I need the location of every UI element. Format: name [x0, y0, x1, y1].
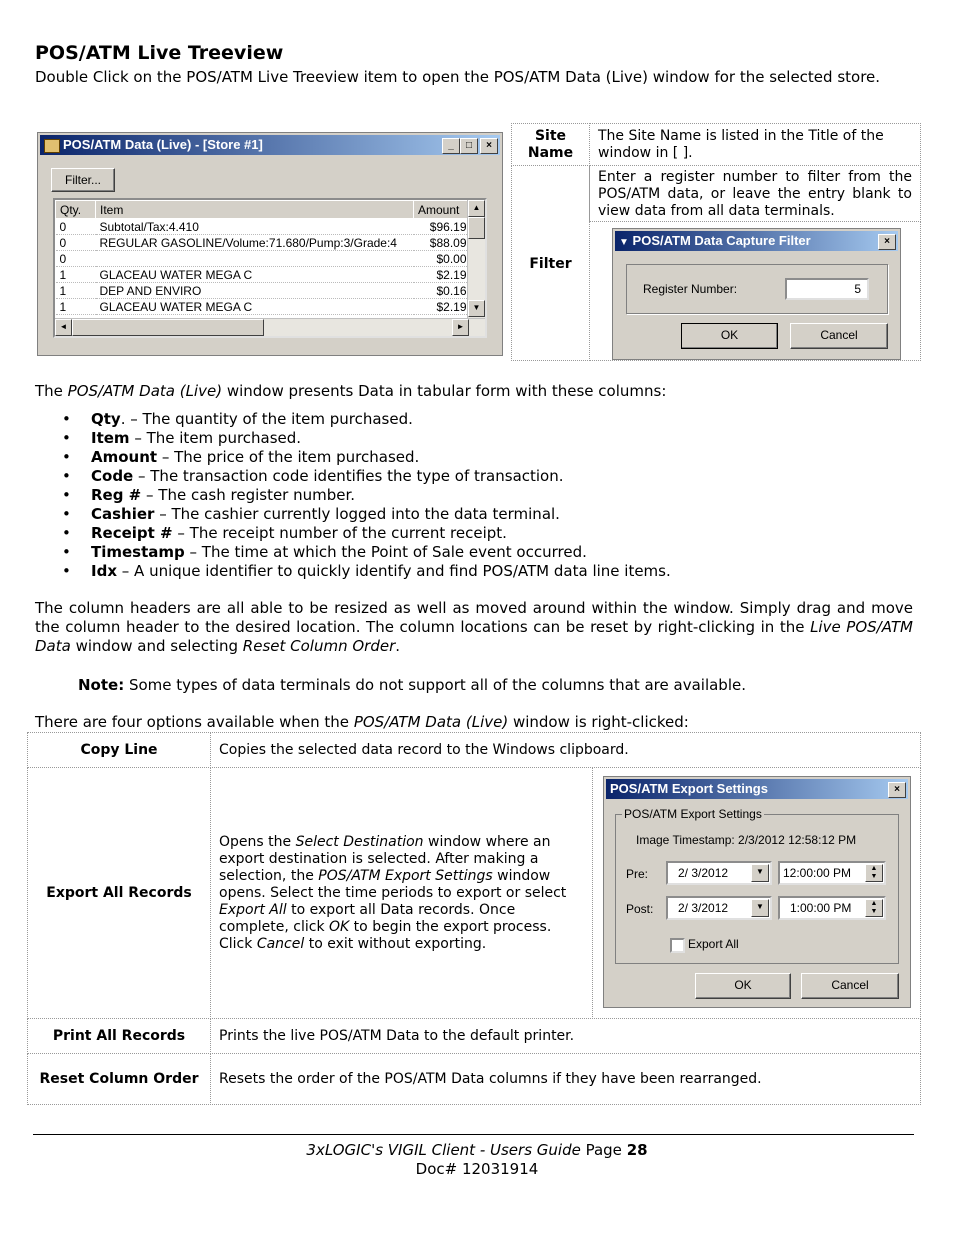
copy-line-label: Copy Line: [80, 742, 158, 758]
resize-text-3: .: [395, 637, 401, 655]
export-desc-3: window opens. Select the time periods to export or select: [219, 868, 567, 901]
list-item: [62, 448, 671, 467]
column-term: Cashier: [91, 505, 155, 523]
column-description: – The item purchased.: [129, 429, 302, 447]
post-time-picker[interactable]: [778, 896, 886, 920]
qty-cell: 0: [56, 235, 96, 251]
bullet-icon: •: [62, 505, 71, 523]
post-date-value: 2/ 3/2012: [678, 901, 729, 915]
qty-cell: 1: [56, 299, 96, 315]
amount-cell: $96.19: [414, 219, 471, 235]
qty-cell: 1: [56, 283, 96, 299]
list-item: [62, 467, 671, 486]
bullet-icon: •: [62, 467, 71, 485]
ok-button[interactable]: OK: [695, 973, 791, 999]
bullet-icon: •: [62, 429, 71, 447]
column-header-item[interactable]: Item: [96, 201, 414, 219]
filter-dialog-titlebar: [615, 231, 898, 251]
copy-line-label-cell: [27, 732, 211, 768]
export-settings-dialog: [603, 776, 911, 1008]
list-item: [62, 524, 671, 543]
qty-cell: 0: [56, 219, 96, 235]
column-description: . – The quantity of the item purchased.: [120, 410, 413, 428]
column-term: Code: [91, 467, 134, 485]
options-intro-window: POS/ATM Data (Live): [353, 713, 509, 731]
print-all-records-description: Prints the live POS/ATM Data to the default printer.: [219, 1028, 575, 1044]
pre-time-value: 12:00:00 PM: [783, 866, 852, 880]
table-row[interactable]: [56, 219, 471, 235]
filter-dialog-title: POS/ATM Data Capture Filter: [632, 233, 811, 248]
column-term: Receipt #: [91, 524, 173, 542]
table-row[interactable]: [56, 283, 471, 299]
amount-cell: $2.19: [414, 267, 471, 283]
column-term: Reg #: [91, 486, 142, 504]
amount-cell: $0.16: [414, 283, 471, 299]
export-all-label: Export All: [688, 937, 739, 951]
export-desc-5: to begin the export process. Click: [219, 919, 552, 952]
export-desc-cell: [210, 767, 593, 1019]
export-label-cell: [27, 767, 211, 1019]
window-titlebar: [40, 135, 500, 155]
copy-line-desc-cell: [210, 732, 921, 768]
post-time-value: 1:00:00 PM: [790, 901, 852, 915]
intro-paragraph: Double Click on the POS/ATM Live Treeview item to open the POS/ATM Data (Live) window for the selected store.: [35, 68, 881, 86]
resize-text-window: Live POS/ATM Data: [35, 618, 913, 655]
table-row[interactable]: [56, 267, 471, 283]
column-term: Timestamp: [91, 543, 185, 561]
site-name-label-cell: [511, 123, 590, 166]
print-desc-cell: [210, 1018, 921, 1054]
note-label: Note:: [78, 676, 125, 694]
filter-description: Enter a register number to filter from the POS/ATM data, or leave the entry blank to view data from all data terminals.: [598, 169, 912, 219]
column-term: Amount: [91, 448, 158, 466]
chevron-down-icon[interactable]: ▼: [751, 864, 769, 882]
vertical-scrollbar[interactable]: [467, 200, 485, 318]
columns-intro: [35, 382, 666, 400]
pre-date-value: 2/ 3/2012: [678, 866, 729, 880]
resize-text-2: window and selecting: [70, 637, 243, 655]
table-row[interactable]: [56, 235, 471, 251]
export-desc-1: Opens the: [219, 834, 296, 850]
ok-button[interactable]: OK: [681, 323, 778, 349]
scroll-right-icon[interactable]: ►: [452, 319, 469, 336]
resize-text-1: The column headers are all able to be resized as well as moved around within the window. Simply drag and move the column header to the desired location. The column locations can be reset by right-clicking in the: [35, 599, 913, 636]
amount-cell: $2.19: [414, 299, 471, 315]
reset-label-cell: [27, 1053, 211, 1105]
export-desc-2: window where an export destination is selected. After making a selection, the: [219, 834, 551, 884]
column-term: Qty: [91, 410, 121, 428]
close-icon[interactable]: ×: [888, 782, 906, 798]
print-label-cell: [27, 1018, 211, 1054]
item-cell: GLACEAU WATER MEGA C: [96, 267, 414, 283]
chevron-down-icon[interactable]: ▼: [751, 899, 769, 917]
footer-page-word: Page: [580, 1141, 627, 1159]
columns-intro-pre: The: [35, 382, 68, 400]
export-desc-em5: Cancel: [256, 936, 305, 952]
footer-page-number: 28: [626, 1141, 648, 1159]
column-description: – The transaction code identifies the type of transaction.: [133, 467, 564, 485]
column-header-amount[interactable]: Amount: [414, 201, 471, 219]
item-cell: DEP AND ENVIRO: [96, 283, 414, 299]
bullet-icon: •: [62, 562, 71, 580]
footer-rule: [33, 1134, 914, 1135]
copy-line-description: Copies the selected data record to the Windows clipboard.: [219, 742, 629, 758]
bullet-icon: •: [62, 524, 71, 542]
filter-label: Filter: [529, 256, 572, 272]
item-cell: GLACEAU WATER MEGA C: [96, 299, 414, 315]
spinner-icon[interactable]: ▲ ▼: [865, 899, 883, 917]
scroll-thumb[interactable]: [468, 217, 485, 239]
reset-column-order-description: Resets the order of the POS/ATM Data columns if they have been rearranged.: [219, 1071, 762, 1087]
spinner-icon[interactable]: ▲ ▼: [865, 864, 883, 882]
export-group-label: POS/ATM Export Settings: [624, 807, 762, 821]
hscroll-thumb[interactable]: [72, 319, 264, 336]
column-description: – The receipt number of the current receipt.: [172, 524, 507, 542]
minimize-icon[interactable]: _: [442, 138, 460, 154]
column-description: – The cash register number.: [141, 486, 356, 504]
cancel-button[interactable]: Cancel: [790, 323, 888, 349]
bullet-icon: •: [62, 448, 71, 466]
columns-intro-post: window presents Data in tabular form with these columns:: [222, 382, 667, 400]
export-all-checkbox[interactable]: [670, 938, 685, 953]
export-desc-4: to export all Data records. Once complete, click: [219, 902, 516, 935]
list-item: [62, 410, 671, 429]
options-intro: [35, 713, 689, 731]
export-dialog-title: POS/ATM Export Settings: [610, 781, 768, 796]
item-cell: [96, 251, 414, 267]
reset-desc-cell: [210, 1053, 921, 1105]
list-item: [62, 543, 671, 562]
item-cell: REGULAR GASOLINE/Volume:71.680/Pump:3/Grade:4: [96, 235, 414, 251]
options-intro-post: window is right-clicked:: [508, 713, 689, 731]
column-header-qty[interactable]: Qty.: [56, 201, 96, 219]
table-row[interactable]: [56, 299, 471, 315]
bullet-icon: •: [62, 543, 71, 561]
print-all-records-label: Print All Records: [52, 1028, 186, 1044]
data-listview[interactable]: [53, 198, 487, 338]
column-description: – The price of the item purchased.: [157, 448, 420, 466]
pre-label: Pre:: [626, 867, 649, 881]
export-desc-em1: Select Destination: [295, 834, 424, 850]
page-heading: POS/ATM Live Treeview: [35, 42, 284, 64]
list-item: [62, 429, 671, 448]
bullet-icon: •: [62, 486, 71, 504]
footer-title: 3xLOGIC's VIGIL Client - Users Guide: [306, 1141, 581, 1159]
column-term: Idx: [91, 562, 117, 580]
close-icon[interactable]: ×: [878, 234, 896, 250]
register-number-input[interactable]: [785, 278, 869, 300]
cancel-button[interactable]: Cancel: [801, 973, 899, 999]
scroll-up-icon[interactable]: ▲: [468, 200, 485, 217]
pos-atm-live-window: [37, 132, 503, 356]
footer-title-line: [0, 1141, 954, 1160]
maximize-icon[interactable]: □: [460, 138, 478, 154]
site-name-description: The Site Name is listed in the Title of the window in [ ].: [598, 128, 884, 161]
post-label: Post:: [626, 902, 654, 916]
horizontal-scrollbar[interactable]: [55, 318, 485, 336]
item-cell: Subtotal/Tax:4.410: [96, 219, 414, 235]
post-date-picker[interactable]: [666, 896, 772, 920]
dialog-icon: ▼: [619, 237, 629, 248]
register-number-value: 5: [854, 282, 861, 296]
export-settings-group: [615, 807, 899, 964]
resize-text-option: Reset Column Order: [242, 637, 396, 655]
resize-paragraph: [35, 599, 913, 656]
export-desc-em2: POS/ATM Export Settings: [318, 868, 493, 884]
export-description: [211, 768, 592, 953]
export-desc-6: to exit without exporting.: [304, 936, 487, 952]
qty-cell: 1: [56, 267, 96, 283]
scroll-down-icon[interactable]: ▼: [468, 300, 485, 317]
export-all-records-label: Export All Records: [46, 885, 192, 901]
scroll-left-icon[interactable]: ◄: [55, 319, 72, 336]
export-desc-em4: OK: [329, 919, 350, 935]
column-description: – A unique identifier to quickly identify and find POS/ATM data line items.: [117, 562, 671, 580]
reset-column-order-label: Reset Column Order: [39, 1071, 199, 1087]
column-description: – The time at which the Point of Sale event occurred.: [184, 543, 587, 561]
site-name-desc-cell: [589, 123, 921, 166]
footer-doc: Doc# 12031914: [415, 1160, 539, 1178]
export-dialog-titlebar: [606, 779, 908, 799]
columns-intro-window: POS/ATM Data (Live): [67, 382, 223, 400]
filter-dialog: [612, 228, 901, 360]
site-name-label: Site Name: [527, 128, 574, 161]
note-text: Some types of data terminals do not support all of the columns that are available.: [124, 676, 746, 694]
close-icon[interactable]: ×: [480, 138, 498, 154]
note-paragraph: [78, 676, 746, 694]
list-item: [62, 505, 671, 524]
list-item: [62, 486, 671, 505]
footer: [0, 1141, 954, 1179]
qty-cell: 0: [56, 251, 96, 267]
register-number-label: Register Number:: [643, 282, 738, 296]
export-desc-em3: Export All: [219, 902, 287, 918]
image-timestamp: Image Timestamp: 2/3/2012 12:58:12 PM: [636, 833, 857, 847]
column-term: Item: [91, 429, 130, 447]
window-title: POS/ATM Data (Live) - [Store #1]: [63, 137, 263, 152]
pre-date-picker[interactable]: [666, 861, 772, 885]
amount-cell: $88.09: [414, 235, 471, 251]
column-description: – The cashier currently logged into the data terminal.: [154, 505, 560, 523]
options-intro-pre: There are four options available when the: [35, 713, 354, 731]
list-item: [62, 562, 671, 581]
bullet-icon: •: [62, 410, 71, 428]
column-list: [62, 410, 671, 581]
filter-label-cell: [511, 165, 590, 361]
window-icon: [44, 139, 60, 153]
filter-button[interactable]: Filter...: [51, 168, 115, 192]
register-group: [626, 264, 888, 314]
pre-time-picker[interactable]: [778, 861, 886, 885]
amount-cell: $0.00: [414, 251, 471, 267]
table-row[interactable]: [56, 251, 471, 267]
filter-desc-cell: [589, 165, 921, 222]
